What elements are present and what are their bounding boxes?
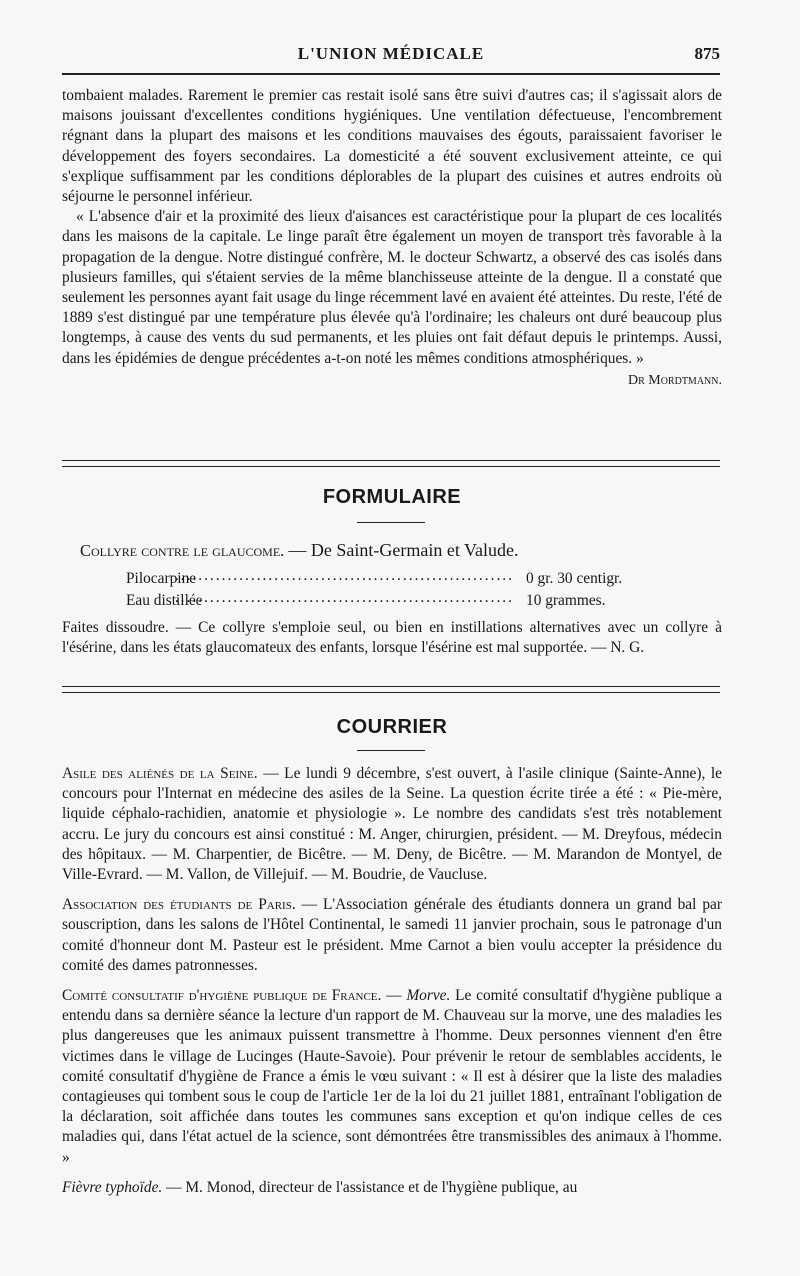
ingredient-name: Eau distillée [126, 592, 203, 609]
page-header [62, 44, 720, 70]
page-number: 875 [694, 44, 720, 63]
news-item-subject: Morve. [406, 987, 451, 1005]
intro-text [62, 86, 722, 391]
ingredient-quantity: 10 grammes. [526, 592, 606, 609]
news-item-text: — M. Monod, directeur de l'assistance et de l'hygiène publique, au [162, 1178, 578, 1196]
news-item-text: Le comité consultatif d'hygiène publique a entendu dans sa dernière séance la lecture d'un rapport de M. Chauveau sur la morve, une des maladies les plus dangereuses que les animaux puissent transmettre à l'homme. Deux personnes viennent d'en être victimes dans le village de Lucinges (Haute-Savoie). Pour prévenir le retour de semblables accidents, le comité consultatif d'hygiène de France a émis le vœu suivant : « Il est à désirer que la liste des maladies contagieuses qui tombent sous le coup de l'article 1er de la loi du 21 juillet 1881, entraînant l'obligation de la déclaration, soit affichée dans toutes les communes sans exception et qu'on indique celles de ces maladies qui, dans l'état actuel de la science, sont démontrées être transmissibles des animaux à l'homme. » [62, 987, 722, 1166]
news-item-lead: Asile des aliénés de la Seine. [62, 765, 258, 782]
ingredient-quantity: 0 gr. 30 centigr. [526, 570, 623, 587]
intro-paragraph-2: « L'absence d'air et la proximité des lieux d'aisances est caractéristique pour la plupart de ces localités dans les maisons de la capitale. Le linge paraît être également un moyen de transport très favorable à la propagation de la dengue. Notre distingué confrère, M. le docteur Schwartz, a observé des cas isolés dans plusieurs familles, qui s'étaient servies de la même blanchisseuse atteinte de la dengue. Il a constaté que seulement les personnes ayant fait usage du linge récemment lavé en avaient été atteintes. Du reste, l'été de 1889 s'est distingué par une température plus élevée qu'à l'ordinaire; les chaleurs ont duré beaucoup plus longtemps, à cause des vents du sud permanents, et les pluies ont fait défaut depuis le printemps. Aussi, dans les épidémies de dengue précédentes a-t-on noté les mêmes conditions atmosphériques. » [62, 208, 722, 367]
news-item-lead: Fièvre typhoïde. [62, 1178, 163, 1196]
news-item [62, 1178, 722, 1198]
formulaire-heading: FORMULAIRE [322, 486, 462, 508]
news-item [62, 764, 722, 885]
courrier-text [62, 764, 722, 1198]
news-item-text: — Le lundi 9 décembre, s'est ouvert, à l'asile clinique (Sainte-Anne), le concours pour l'Internat en médecine des asiles de la Seine. La question écrite tirée a été : « Pie-mère, liquide céphalo-rachidien, anatomie et physiologie ». Le nombre des candidats s'est très notablement accru. Le jury du concours est ainsi constitué : M. Anger, chirurgien, président. — M. Dreyfous, médecin des hôpitaux. — M. Charpentier, de Bicêtre. — M. Deny, de Bicêtre. — M. Marandon de Montyel, de Ville-Evrard. — M. Vallon, de Villejuif. — M. Boudrie, de Vaucluse. [62, 765, 723, 884]
leader-dots: .......................................................... [174, 589, 514, 606]
formula-note [62, 618, 722, 658]
section-divider [62, 460, 720, 467]
courrier-heading: COURRIER [336, 716, 448, 738]
formula-name: Collyre contre le glaucome. [80, 541, 285, 560]
ingredient-name: Pilocarpine [126, 570, 197, 587]
news-item-text: — L'Association générale des étudiants donnera un grand bal par souscription, dans les salons de l'Hôtel Continental, le samedi 11 janvier prochain, sous le patronage d'un comité d'honneur dont M. Pasteur est le président. Mme Carnot a bien voulu accepter la présidence du comité des dames patronnesses. [62, 896, 722, 974]
news-item: Comité consultatif d'hygiène publique de France. — Morve. Le comité consultatif d'hygiène publique a entendu dans sa dernière séance la lecture d'un rapport de M. Chauveau sur la morve, une des maladies les plus dangereuses que les animaux puissent transmettre à l'homme. Deux personnes viennent d'en être victimes dans le village de Lucinges (Haute-Savoie). Pour prévenir le retour de semblables accidents, le comité consultatif d'hygiène de France a émis le vœu suivant : « Il est à désirer que la liste des maladies contagieuses qui tombent sous le coup de l'article 1er de la loi du 21 juillet 1881, entraînant l'obligation de la déclaration, soit affichée dans toutes les communes sans exception et qu'on indique celles de ces maladies qui, dans l'état actuel de la science, sont démontrées être transmissibles des animaux à l'homme. » [62, 987, 722, 1166]
running-title: L'UNION MÉDICALE [297, 44, 485, 63]
formulaire-underline [357, 522, 425, 523]
formula-title [80, 540, 720, 561]
leader-dots: .......................................................... [174, 567, 514, 584]
news-item [62, 895, 722, 976]
intro-paragraph-1: tombaient malades. Rarement le premier cas restait isolé sans être suivi d'autres cas; il s'agissait alors de maisons jouissant d'excellentes conditions hygiéniques. Une ventilation défectueuse, l'encombrement régnant dans la plupart des maisons et les conditions mauvaises des égouts, paraissaient favoriser le développement des foyers secondaires. La domesticité a été souvent exclusivement atteinte, ce qui s'explique suffisamment par les conditions déplorables de la plupart des cuisines et autres endroits où séjourne le personnel inférieur. [62, 87, 722, 206]
formula-note-text: Faites dissoudre. — Ce collyre s'emploie seul, ou bien en instillations alternatives avec un collyre à l'ésérine, dans les états glaucomateux des enfants, lorsque l'ésérine est mal supportée. — N. G. [62, 619, 722, 657]
author-signature: Dr Mordtmann. [627, 372, 722, 388]
news-item-lead: Comité consultatif d'hygiène publique de France. [62, 987, 382, 1005]
section-divider [62, 686, 720, 693]
header-rule [62, 73, 720, 75]
formula-authors: — De Saint-Germain et Valude. [288, 540, 519, 560]
courrier-underline [357, 750, 425, 751]
news-item-lead: Association des étudiants de Paris. [62, 896, 296, 914]
